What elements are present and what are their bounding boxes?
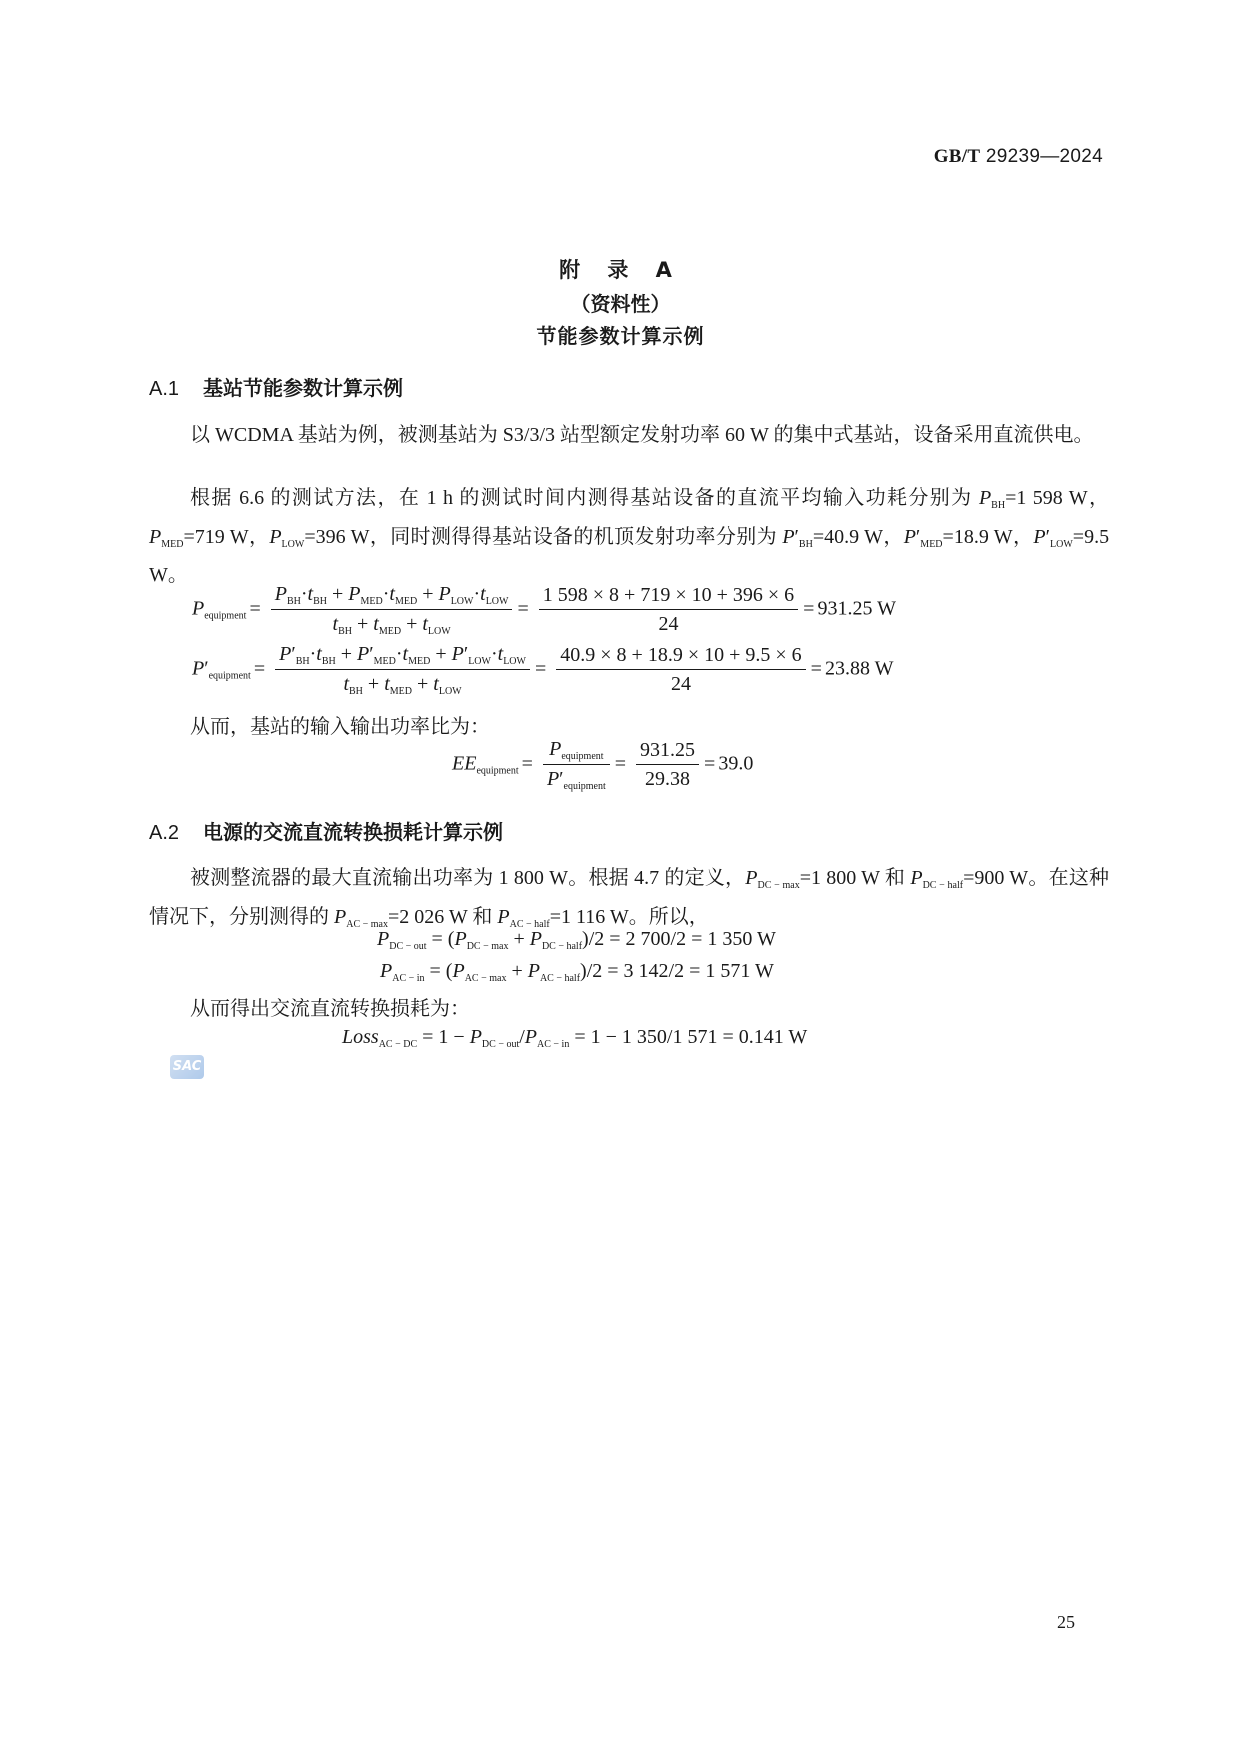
- section-a1-heading: [149, 372, 403, 401]
- equation-p-equipment: $P_{equipment}$ = $\frac{P_{BH}\cdot t_{BH} + P_{MED}\cdot t_{MED} + P_{LOW}\cdot t_{LOW}}{t_{BH} + t_{MED} + t_{LOW}}$ = $\frac{1 598 \times 8 + 719 \times 10 + 396 \times 6}{24}$ = 931.25 W: [192, 583, 896, 637]
- a2-and-1: 和: [884, 867, 906, 889]
- section-a1-number: A.1: [149, 378, 180, 400]
- equation-p-equipment-prime: $P'_{equipment}$ = $\frac{P'_{BH}\cdot t_{BH} + P'_{MED}\cdot t_{MED} + P'_{LOW}\cdot t_{LOW}}{t_{BH} + t_{MED} + t_{LOW}}$ = $\frac{40.9 \times 8 + 18.9 \times 10 + 9.5 \times 6}{24}$ = 23.88 W: [192, 643, 894, 697]
- eq3-denominator: 29.38: [645, 768, 691, 790]
- eq1-numerator: 1 598 × 8 + 719 × 10 + 396 × 6: [539, 584, 798, 610]
- a2-and-2: 和: [472, 905, 493, 928]
- standard-number: [934, 146, 1103, 168]
- eq-loss-tail: = 1 − 1 350/1 571 = 0.141 W: [574, 1026, 808, 1048]
- a1-p-bh: 1 598 W: [1016, 487, 1088, 509]
- standard-code: 29239—2024: [985, 146, 1103, 167]
- a1-paragraph-2-text2: 同时测得得基站设备的机顶发射功率分别为: [390, 525, 777, 548]
- a2-text-b: 。在这种情况下，分别测得的: [149, 867, 1110, 928]
- standard-prefix: GB/T: [933, 146, 981, 167]
- page-number: 25: [1057, 1612, 1075, 1632]
- section-a2-title: 电源的交流直流转换损耗计算示例: [203, 820, 503, 844]
- a1-p-bh-prime: 40.9 W: [824, 525, 883, 548]
- a2-paragraph-1: 被测整流器的最大直流输出功率为 1 800 W。根据 4.7 的定义，$P_{DC - max}=1$ 800 W 和 $P_{DC - half}=900$ W。在这种情况下，分别测得的 $P_{AC - max}=2$ 026 W 和 $P_{AC - half}=1$ 116 W。所以，: [149, 867, 1110, 930]
- eq2-result: 23.88 W: [824, 657, 894, 680]
- eq1-result: 931.25 W: [817, 597, 896, 620]
- section-a2-number: A.2: [149, 822, 180, 844]
- eq3-result: 39.0: [718, 752, 754, 775]
- annex-title: 节能参数计算示例: [536, 324, 705, 348]
- section-a1-title: 基站节能参数计算示例: [203, 376, 403, 400]
- a2-p-dc-max: 1 800 W: [811, 867, 880, 889]
- sac-watermark-logo: SAC: [170, 1055, 204, 1079]
- a2-text-c: 。所以，: [628, 905, 709, 928]
- a1-p-med: 719 W: [194, 525, 249, 548]
- a1-p-med-prime: 18.9 W: [953, 525, 1013, 548]
- a2-p-ac-half: 1 116 W: [560, 905, 629, 928]
- section-a2-heading: [149, 816, 503, 845]
- equation-ee-equipment: $EE_{equipment}$ = $\frac{P_{equipment}}{P'_{equipment}}$ = $\frac{931.25}{29.38}$ = 39.0: [452, 738, 754, 792]
- eq3-numerator: 931.25: [636, 739, 699, 765]
- a1-paragraph-2-text: 根据 6.6 的测试方法，在 1 h 的测试时间内测得基站设备的直流平均输入功耗分别为: [190, 487, 973, 509]
- a1-paragraph-1: 以 WCDMA 基站为例，被测基站为 S3/3/3 站型额定发射功率 60 W 的集中式基站，设备采用直流供电。: [190, 424, 1094, 446]
- a2-p-ac-max: 2 026 W: [399, 905, 468, 928]
- a2-conclusion: 从而得出交流直流转换损耗为：: [190, 998, 470, 1020]
- eq2-numerator: 40.9 × 8 + 18.9 × 10 + 9.5 × 6: [556, 644, 805, 670]
- a2-p-dc-half: 900 W: [974, 867, 1029, 889]
- equation-loss: Loss$_{AC - DC}$ = $1 - P_{DC - out}/P_{AC - in} = 1 - 1$ 350/1 571 = 0.141 W: [342, 1026, 808, 1050]
- annex-type: （资料性）: [570, 292, 671, 316]
- eq2-denominator: 24: [670, 673, 691, 695]
- a1-p-low-prime: 9.5 W: [149, 525, 1110, 586]
- eq-dc-out-tail: /2 = 2 700/2 = 1 350 W: [588, 928, 776, 950]
- equation-p-ac-in: $P_{AC - in} = (P_{AC - max} + P_{AC - half})/2 = 3$ 142/2 = 1 571 W: [380, 960, 774, 984]
- annex-label: 附 录 A: [559, 258, 682, 282]
- a1-paragraph-2: 根据 6.6 的测试方法，在 1 h 的测试时间内测得基站设备的直流平均输入功耗分别为 $P_{BH}=1$ 598 W，$P_{MED}=719$ W，$P_{LOW}=396$ W，同时测得得基站设备的机顶发射功率分别为 $P'_{BH}=40.9$ W，$P'_{MED}=18.9$ W，$P'_{LOW}=9.5$ W。: [149, 487, 1110, 586]
- a2-text-a: 被测整流器的最大直流输出功率为 1 800 W。根据 4.7 的定义，: [190, 867, 746, 889]
- a1-p-low: 396 W: [315, 525, 370, 548]
- a1-conclusion: 从而，基站的输入输出功率比为：: [190, 716, 490, 738]
- eq-ac-in-tail: /2 = 3 142/2 = 1 571 W: [586, 960, 774, 982]
- eq1-denominator: 24: [658, 613, 679, 635]
- equation-p-dc-out: $P_{DC - out} = (P_{DC - max} + P_{DC - half})/2 = 2$ 700/2 = 1 350 W: [377, 928, 776, 952]
